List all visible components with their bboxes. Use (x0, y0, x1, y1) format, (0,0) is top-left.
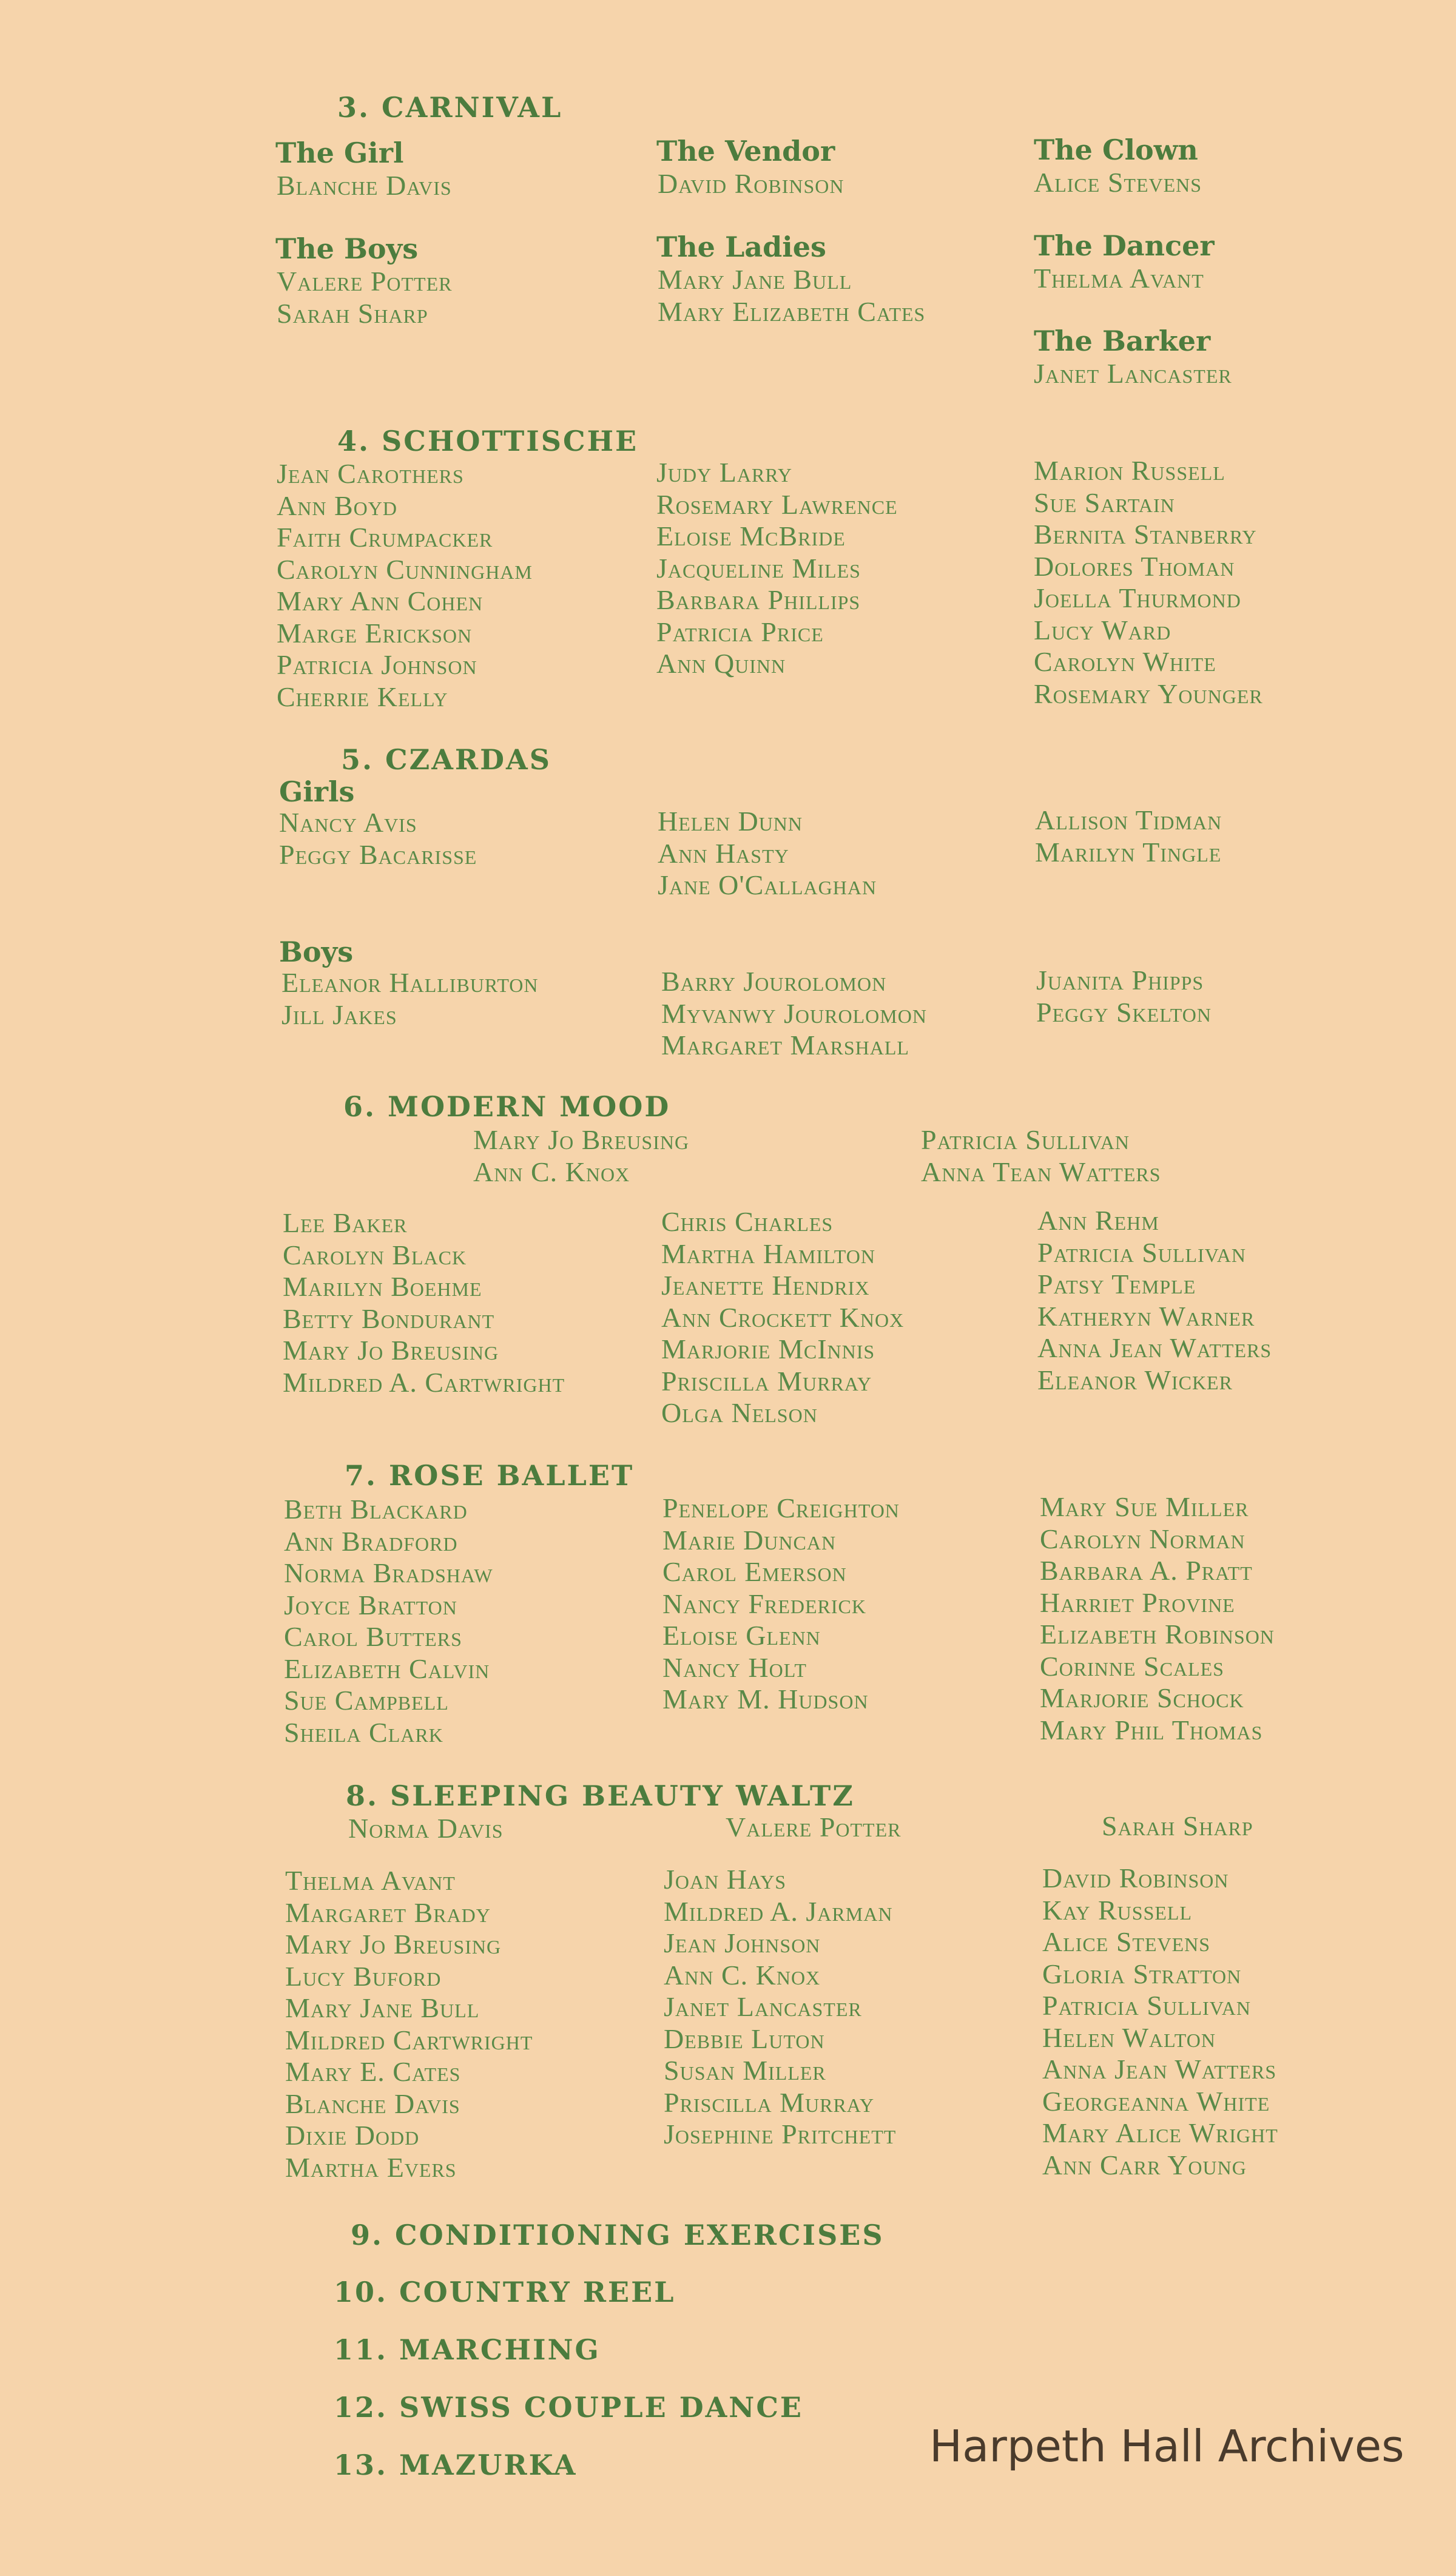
cast-name: Ann Quinn (656, 648, 786, 679)
sleeping-beauty-col-1 (285, 1865, 533, 2183)
cast-name: Ann Crockett Knox (661, 1301, 905, 1333)
cast-name: Mildred Cartwright (285, 2024, 533, 2055)
role-the-vendor: The Vendor (656, 135, 835, 167)
cast-name: Juanita Phipps (1036, 965, 1204, 996)
czardas-boys-label: Boys (279, 936, 354, 968)
cast-name: Carolyn Norman (1040, 1523, 1245, 1554)
cast-name: Marilyn Tingle (1035, 836, 1222, 868)
cast-name: Mary Jane Bull (658, 264, 852, 295)
cast-name: Janet Lancaster (664, 1991, 862, 2022)
cast-name: Gloria Stratton (1042, 1958, 1242, 1989)
cast-name: Dolores Thoman (1034, 550, 1235, 582)
cast-name: Barbara Phillips (656, 584, 861, 615)
cast-name: Mildred A. Jarman (664, 1895, 893, 1927)
cast-name: Mary E. Cates (285, 2056, 461, 2087)
cast-name: Lucy Ward (1034, 614, 1171, 646)
cast-name: Cherrie Kelly (277, 681, 448, 712)
cast-name: Mary Jo Breusing (285, 1929, 502, 1960)
cast-name: Jeanette Hendrix (661, 1270, 870, 1301)
cast-name: Marie Duncan (662, 1524, 837, 1556)
cast-name: Helen Dunn (658, 806, 803, 837)
cast-name: Kay Russell (1042, 1894, 1193, 1926)
item-mazurka: 13. MAZURKA (334, 2449, 578, 2481)
cast-name: Eloise McBride (656, 521, 846, 551)
item-country-reel: 10. COUNTRY REEL (334, 2276, 676, 2308)
cast-name: Blanche Davis (285, 2088, 460, 2119)
cast-name: Ann Rehm (1037, 1205, 1159, 1236)
cast-name: Patricia Price (656, 616, 824, 647)
sleeping-beauty-lead-3: Sarah Sharp (1102, 1810, 1253, 1841)
schottische-heading: 4. SCHOTTISCHE (337, 425, 639, 457)
cast-name: Carol Butters (284, 1621, 462, 1652)
cast-name: Georgeanna White (1042, 2085, 1270, 2117)
cast-name: Barbara A. Pratt (1040, 1555, 1253, 1586)
archive-watermark: Harpeth Hall Archives (929, 2421, 1404, 2472)
cast-name: Chris Charles (661, 1206, 834, 1237)
cast-name: David Robinson (1042, 1863, 1229, 1893)
sleeping-beauty-col-3 (1042, 1863, 1278, 2181)
cast-name: Patsy Temple (1037, 1269, 1196, 1300)
cast-name: Allison Tidman (1035, 804, 1222, 835)
cast-name: Josephine Pritchett (664, 2119, 897, 2149)
cast-the-vendor (658, 168, 844, 200)
cast-name: Thelma Avant (1034, 263, 1204, 294)
role-the-ladies: The Ladies (656, 231, 826, 263)
cast-name: Patricia Sullivan (921, 1124, 1130, 1155)
cast-name: Janet Lancaster (1034, 358, 1232, 389)
cast-name: Ann C. Knox (664, 1959, 821, 1991)
cast-name: Margaret Marshall (661, 1030, 909, 1060)
cast-name: Beth Blackard (284, 1494, 468, 1525)
rose-ballet-col-3 (1040, 1491, 1275, 1746)
cast-name: Mary Ann Cohen (277, 585, 484, 616)
cast-name: Norma Bradshaw (284, 1557, 493, 1588)
cast-name: Jean Carothers (277, 458, 464, 489)
cast-name: Mary Elizabeth Cates (658, 295, 926, 327)
cast-name: Martha Hamilton (661, 1238, 875, 1269)
cast-name: Joella Thurmond (1034, 582, 1241, 613)
cast-name: Mary Jo Breusing (283, 1335, 499, 1366)
cast-name: Anna Jean Watters (1037, 1332, 1272, 1363)
cast-name: Ann Bradford (284, 1525, 458, 1557)
cast-name: Olga Nelson (661, 1397, 818, 1428)
cast-name: Corinne Scales (1040, 1650, 1224, 1682)
cast-name: Barry Jourolomon (661, 966, 887, 997)
cast-name: Elizabeth Calvin (284, 1653, 490, 1684)
cast-name: Carolyn Cunningham (277, 553, 533, 585)
cast-name: Debbie Luton (664, 2023, 825, 2054)
role-the-girl: The Girl (275, 137, 404, 169)
cast-the-ladies (658, 264, 925, 328)
cast-the-boys (277, 266, 453, 329)
cast-name: Carol Emerson (662, 1556, 847, 1587)
modern-mood-col-3 (1037, 1205, 1272, 1396)
cast-name: Eleanor Halliburton (281, 967, 539, 998)
czardas-boys-col-2 (661, 966, 927, 1062)
czardas-girls-label: Girls (279, 775, 355, 808)
modern-mood-leads-2 (921, 1124, 1161, 1188)
cast-name: Lee Baker (283, 1207, 408, 1238)
role-the-boys: The Boys (275, 232, 419, 265)
cast-the-barker (1034, 358, 1232, 390)
cast-name: Sarah Sharp (277, 297, 428, 329)
cast-name: Joyce Bratton (284, 1589, 457, 1620)
czardas-boys-col-3 (1036, 965, 1212, 1028)
cast-name: Harriet Provine (1040, 1586, 1235, 1618)
modern-mood-col-2 (661, 1206, 904, 1429)
cast-name: Carolyn White (1034, 646, 1216, 677)
czardas-heading: 5. CZARDAS (341, 743, 551, 776)
cast-name: Mary Jo Breusing (473, 1124, 690, 1155)
cast-name: Peggy Bacarisse (279, 838, 477, 870)
schottische-col-3 (1034, 455, 1263, 710)
cast-name: Jill Jakes (281, 999, 397, 1030)
schottische-col-1 (277, 458, 533, 713)
cast-name: Patricia Sullivan (1042, 1990, 1251, 2021)
cast-name: Mary M. Hudson (662, 1684, 869, 1715)
cast-name: Alice Stevens (1034, 167, 1202, 198)
cast-name: Helen Walton (1042, 2021, 1216, 2053)
sleeping-beauty-lead-1: Norma Davis (348, 1813, 504, 1844)
cast-name: Patricia Sullivan (1037, 1236, 1246, 1268)
cast-name: Nancy Holt (662, 1651, 807, 1683)
cast-name: Marion Russell (1034, 455, 1225, 486)
cast-name: Betty Bondurant (283, 1303, 495, 1334)
cast-name: Rosemary Lawrence (656, 488, 898, 520)
rose-ballet-col-1 (284, 1494, 493, 1748)
cast-name: Joan Hays (664, 1864, 787, 1895)
cast-name: Priscilla Murray (661, 1365, 872, 1397)
cast-name: Sheila Clark (284, 1716, 443, 1748)
item-conditioning-exercises: 9. CONDITIONING EXERCISES (351, 2219, 885, 2251)
cast-name: Martha Evers (285, 2151, 457, 2183)
rose-ballet-heading: 7. ROSE BALLET (345, 1459, 635, 1492)
cast-name: Ann Carr Young (1042, 2149, 1247, 2180)
cast-name: Marge Erickson (277, 617, 473, 649)
cast-name: Jean Johnson (664, 1927, 821, 1958)
cast-name: Thelma Avant (285, 1865, 456, 1896)
czardas-boys-col-1 (281, 967, 539, 1031)
cast-name: Blanche Davis (277, 170, 452, 201)
cast-name: Anna Tean Watters (921, 1156, 1161, 1187)
cast-name: Nancy Avis (279, 807, 417, 838)
cast-name: Katheryn Warner (1037, 1300, 1255, 1332)
modern-mood-col-1 (283, 1207, 565, 1398)
cast-name: Ann Boyd (277, 490, 397, 521)
role-the-dancer: The Dancer (1034, 229, 1215, 262)
cast-name: Valere Potter (277, 266, 453, 297)
cast-name: David Robinson (658, 168, 844, 199)
cast-name: Mary Alice Wright (1042, 2117, 1278, 2148)
item-marching: 11. MARCHING (334, 2333, 601, 2366)
czardas-girls-col-3 (1035, 804, 1222, 868)
cast-name: Sue Campbell (284, 1685, 449, 1716)
cast-name: Mary Jane Bull (285, 1992, 480, 2023)
cast-name: Mary Sue Miller (1040, 1491, 1249, 1522)
czardas-girls-col-2 (658, 806, 877, 902)
cast-name: Priscilla Murray (664, 2086, 875, 2118)
cast-name: Sue Sartain (1034, 487, 1175, 518)
item-swiss-couple-dance: 12. SWISS COUPLE DANCE (334, 2391, 803, 2424)
cast-name: Patricia Johnson (277, 649, 477, 680)
cast-name: Peggy Skelton (1036, 996, 1212, 1028)
cast-name: Eleanor Wicker (1037, 1364, 1233, 1395)
cast-name: Jane O'Callaghan (658, 869, 877, 900)
sleeping-beauty-col-2 (664, 1864, 896, 2151)
cast-name: Judy Larry (656, 457, 792, 488)
cast-name: Susan Miller (664, 2055, 826, 2086)
cast-name: Alice Stevens (1042, 1926, 1211, 1957)
cast-name: Marjorie McInnis (661, 1334, 875, 1364)
carnival-heading: 3. CARNIVAL (337, 91, 563, 124)
modern-mood-heading: 6. MODERN MOOD (343, 1090, 671, 1123)
cast-name: Penelope Creighton (662, 1492, 900, 1523)
role-the-clown: The Clown (1034, 133, 1198, 166)
cast-name: Margaret Brady (285, 1897, 491, 1928)
cast-name: Eloise Glenn (662, 1620, 821, 1651)
modern-mood-leads-1 (473, 1124, 689, 1188)
cast-the-dancer (1034, 263, 1204, 295)
cast-the-girl (277, 170, 452, 202)
rose-ballet-col-2 (662, 1492, 900, 1716)
cast-name: Elizabeth Robinson (1040, 1619, 1275, 1650)
cast-name: Jacqueline Miles (656, 552, 861, 584)
cast-name: Ann C. Knox (473, 1156, 630, 1187)
cast-name: Mary Phil Thomas (1040, 1714, 1263, 1745)
schottische-col-2 (656, 457, 898, 680)
cast-name: Ann Hasty (658, 837, 789, 869)
cast-name: Marjorie Schock (1040, 1682, 1244, 1713)
cast-the-clown (1034, 167, 1202, 199)
cast-name: Faith Crumpacker (277, 522, 493, 553)
cast-name: Myvanwy Jourolomon (661, 997, 927, 1029)
cast-name: Lucy Buford (285, 1960, 442, 1992)
cast-name: Anna Jean Watters (1042, 2054, 1277, 2085)
cast-name: Dixie Dodd (285, 2120, 420, 2151)
cast-name: Carolyn Black (283, 1239, 467, 1270)
cast-name: Marilyn Boehme (283, 1271, 482, 1302)
sleeping-beauty-lead-2: Valere Potter (726, 1812, 902, 1843)
cast-name: Mildred A. Cartwright (283, 1366, 565, 1398)
cast-name: Rosemary Younger (1034, 678, 1263, 709)
role-the-barker: The Barker (1034, 325, 1211, 357)
czardas-girls-col-1 (279, 807, 477, 871)
cast-name: Bernita Stanberry (1034, 519, 1257, 550)
cast-name: Nancy Frederick (662, 1588, 866, 1619)
sleeping-beauty-heading: 8. SLEEPING BEAUTY WALTZ (346, 1779, 855, 1812)
